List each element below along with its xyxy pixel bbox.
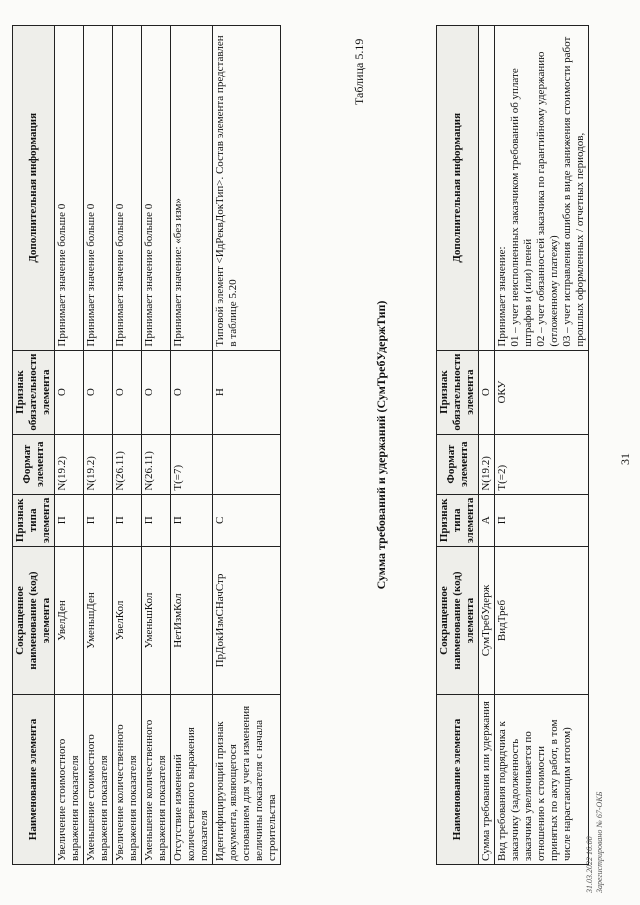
cell-type: П [495,494,589,546]
cell-name: Уменьшение количественного выражения показателя [142,695,171,865]
stamp-date: 31.03.2022 16:00 [585,836,594,893]
cell-format: N(26.11) [113,434,142,494]
table-row [84,26,113,865]
table-row [495,26,589,865]
header-cell: Формат элемента [13,434,55,494]
table-row [113,26,142,865]
cell-type: А [479,494,495,546]
table-number: Таблица 5.19 [352,38,366,105]
header-cell: Сокращенное наименование (код) элемента [437,547,479,695]
cell-required: О [171,350,213,434]
cell-type: П [113,494,142,546]
table-header-row [13,26,55,865]
cell-required: О [84,350,113,434]
table-title: Сумма требований и удержаний (СумТребУдержТип) [374,300,388,590]
stamp-number: Зарегистрировано № 67-ОКБ [595,791,604,893]
cell-info: Типовой элемент <ИдРеквДокТип>. Состав элемента представлен в таблице 5.20 [213,26,281,351]
cell-code: УменьшКол [142,547,171,695]
cell-format: N(19.2) [479,434,495,494]
table-row [55,26,84,865]
cell-name: Уменьшение стоимостного выражения показателя [84,695,113,865]
cell-code: СумТребУдерж [479,547,495,695]
cell-format [213,434,281,494]
cell-type: С [213,494,281,546]
cell-format: N(19.2) [55,434,84,494]
header-cell: Сокращенное наименование (код) элемента [13,547,55,695]
requirements-table [436,25,589,865]
cell-format: N(19.2) [84,434,113,494]
cell-name: Сумма требования или удержания [479,695,495,865]
cell-required: О [142,350,171,434]
cell-code: НетИзмКол [171,547,213,695]
header-cell: Признак обязательности элемента [437,350,479,434]
cell-code: УменьшДен [84,547,113,695]
header-cell: Дополнительная информация [13,26,55,351]
cell-format: T(=2) [495,434,589,494]
cell-required: О [479,350,495,434]
cell-required: О [55,350,84,434]
cell-name: Увеличение стоимостного выражения показателя [55,695,84,865]
cell-info [479,26,495,351]
cell-info: Принимает значение больше 0 [55,26,84,351]
elements-table [12,25,281,865]
cell-required: ОКУ [495,350,589,434]
page-number: 31 [618,453,632,465]
cell-info: Принимает значение больше 0 [84,26,113,351]
header-cell: Наименование элемента [13,695,55,865]
header-cell: Формат элемента [437,434,479,494]
table-row [213,26,281,865]
cell-format: T(=7) [171,434,213,494]
cell-code: ПрДокИзмСНачСтр [213,547,281,695]
table-row [142,26,171,865]
cell-required: Н [213,350,281,434]
cell-info: Принимает значение: 01 – учет неисполненных заказчиком требований об уплате штрафов и (или) пеней 02 – учет обязанностей заказчика по гарантийному удержанию (отложенному платежу) 03 – учет исправления ошибок в виде занижения стоимости работ прошлых оформленных / отчетных периодов, [495,26,589,351]
cell-name: Идентифицирующий признак документа, являющегося основанием для учета изменения величины показателя с начала строительства [213,695,281,865]
table-row [171,26,213,865]
cell-code: УвелКол [113,547,142,695]
cell-type: П [84,494,113,546]
cell-type: П [55,494,84,546]
cell-info: Принимает значение больше 0 [142,26,171,351]
cell-required: О [113,350,142,434]
header-cell: Признак типа элемента [437,494,479,546]
cell-name: Вид требования подрядчика к заказчику (задолженность заказчика увеличивается по отношению к стоимости принятых по акту работ, в том числе нарастающим итогом) [495,695,589,865]
cell-info: Принимает значение больше 0 [113,26,142,351]
table-row [479,26,495,865]
cell-type: П [171,494,213,546]
header-cell: Наименование элемента [437,695,479,865]
registration-stamp [585,792,605,893]
cell-info: Принимает значение: «без изм» [171,26,213,351]
cell-code: УвелДен [55,547,84,695]
cell-format: N(26.11) [142,434,171,494]
header-cell: Признак типа элемента [13,494,55,546]
cell-name: Увеличение количественного выражения показателя [113,695,142,865]
cell-type: П [142,494,171,546]
header-cell: Признак обязательности элемента [13,350,55,434]
header-cell: Дополнительная информация [437,26,479,351]
cell-code: ВидТреб [495,547,589,695]
cell-name: Отсутствие изменений количественного выражения показателя [171,695,213,865]
table-header-row [437,26,479,865]
